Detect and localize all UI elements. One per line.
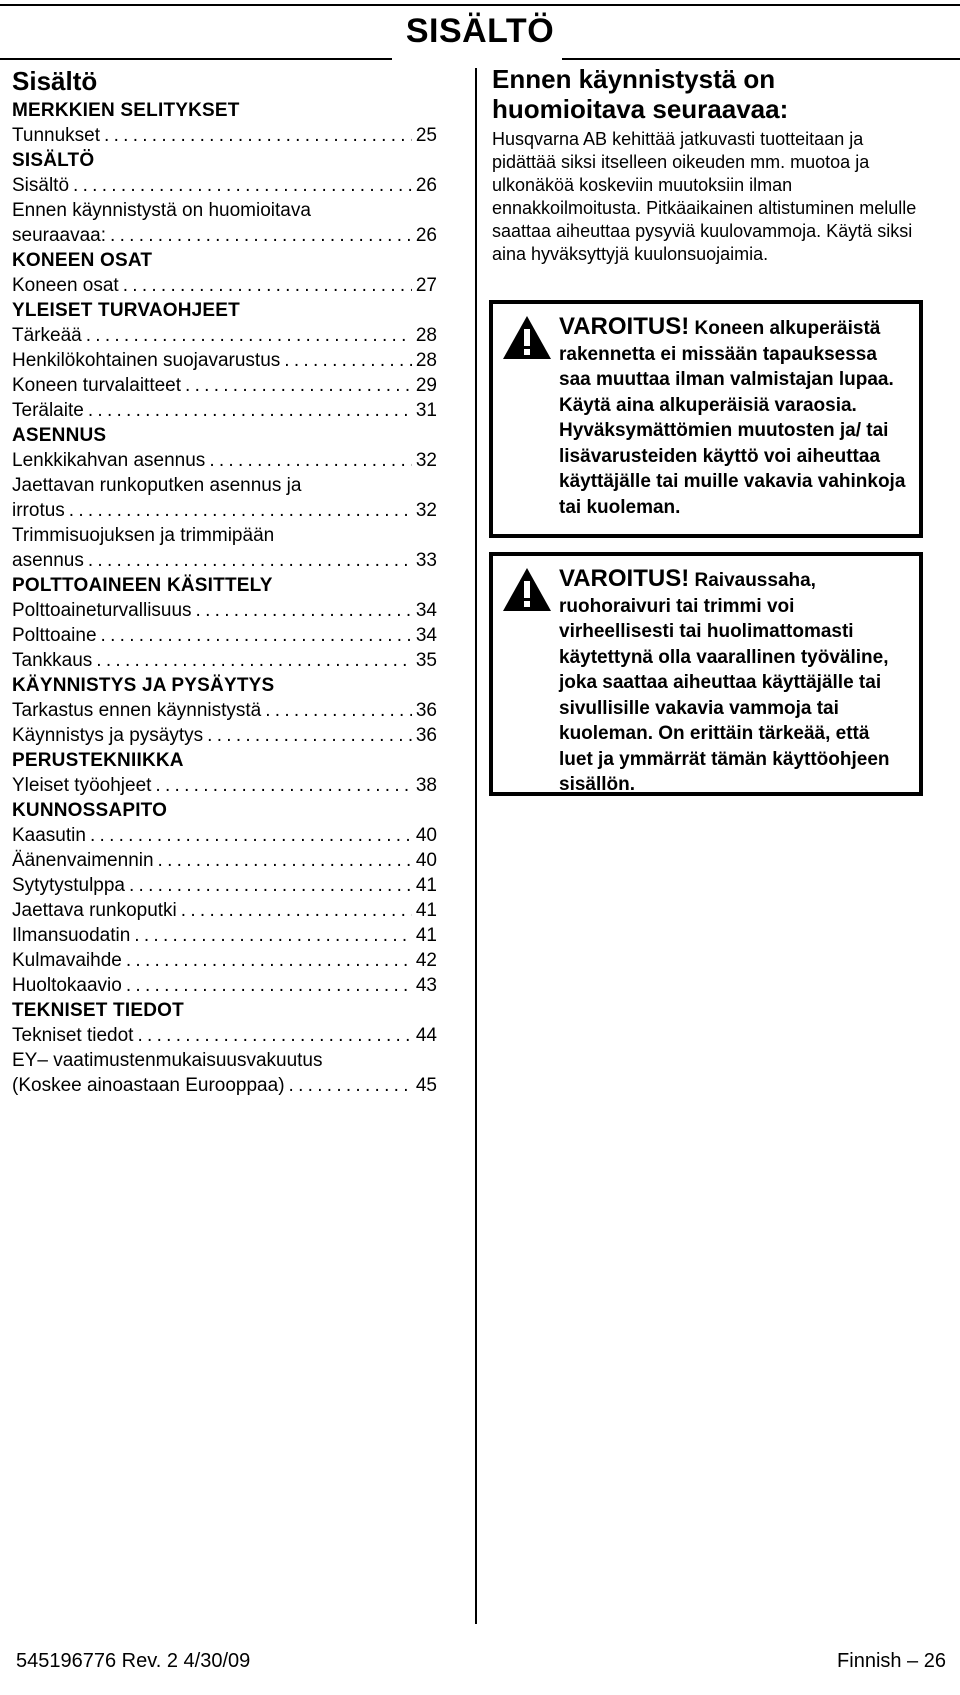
toc-page-number: 41: [415, 925, 437, 946]
toc-entry-label: (Koskee ainoastaan Eurooppaa): [12, 1075, 285, 1096]
toc-page-number: 29: [415, 375, 437, 396]
toc-entry-label: Äänenvaimennin: [12, 850, 154, 871]
header-rule-left: [0, 58, 392, 60]
toc-page-number: 27: [415, 275, 437, 296]
toc-page-number: 26: [415, 225, 437, 246]
header-top-rule: [0, 4, 960, 6]
toc-entry-label: irrotus: [12, 500, 65, 521]
toc-entry[interactable]: [12, 123, 437, 148]
toc-leader-dots: [88, 548, 412, 573]
toc-entry[interactable]: [12, 723, 437, 748]
toc-page-number: 32: [415, 500, 437, 521]
toc-leader-dots: [196, 598, 412, 623]
toc-leader-dots: [181, 898, 412, 923]
toc-entry[interactable]: [12, 1023, 437, 1048]
toc-entry-label: seuraavaa:: [12, 225, 107, 246]
toc-entry[interactable]: [12, 223, 437, 248]
intro-heading: Ennen käynnistystä on huomioitava seuraavaa:: [492, 64, 789, 124]
toc-leader-dots: [73, 173, 412, 198]
toc-section-heading: PERUSTEKNIIKKA: [12, 750, 184, 771]
toc-leader-dots: [88, 398, 412, 423]
warning-body: Raivaussaha, ruohoraivuri tai trimmi voi virheellisesti tai huolimattomasti käytettynä olla vaarallinen työväline, joka saattaa aiheuttaa käyttäjälle tai sivullisille vakavia vammoja tai kuoleman. On erittäin tärkeää, että luet ja ymmärrät tämän käyttöohjeen sisällön.: [559, 570, 890, 795]
toc-page-number: 36: [415, 700, 437, 721]
toc-leader-dots: [155, 773, 411, 798]
toc-page-number: 31: [415, 400, 437, 421]
warning-box: [489, 300, 923, 538]
toc-leader-dots: [209, 448, 412, 473]
toc-section-heading: SISÄLTÖ: [12, 150, 95, 171]
toc-entry-label: Koneen turvalaitteet: [12, 375, 182, 396]
toc-page-number: 44: [415, 1025, 437, 1046]
warning-text: [559, 566, 907, 798]
toc-entry[interactable]: [12, 1073, 437, 1098]
toc-entry[interactable]: [12, 898, 437, 923]
toc-section-heading: POLTTOAINEEN KÄSITTELY: [12, 575, 273, 596]
toc-entry-line: Ennen käynnistystä on huomioitava: [12, 200, 311, 221]
toc-section-heading: KÄYNNISTYS JA PYSÄYTYS: [12, 675, 275, 696]
toc-page-number: 40: [415, 850, 437, 871]
toc-page-number: 41: [415, 875, 437, 896]
toc-page-number: 25: [415, 125, 437, 146]
toc-entry[interactable]: [12, 848, 437, 873]
toc-leader-dots: [289, 1073, 412, 1098]
toc-entry-label: Koneen osat: [12, 275, 119, 296]
toc-entry[interactable]: [12, 973, 437, 998]
warning-box: [489, 552, 923, 796]
toc-page-number: 32: [415, 450, 437, 471]
toc-leader-dots: [126, 948, 412, 973]
toc-entry-label: Tankkaus: [12, 650, 93, 671]
warning-text: [559, 314, 907, 520]
toc-entry-label: Kaasutin: [12, 825, 86, 846]
toc-entry[interactable]: [12, 548, 437, 573]
toc-entry-label: Terälaite: [12, 400, 84, 421]
toc-entry-label: Polttoaineturvallisuus: [12, 600, 192, 621]
toc-page-number: 28: [415, 350, 437, 371]
toc-entry[interactable]: [12, 348, 437, 373]
toc-entry-label: asennus: [12, 550, 84, 571]
toc-entry-label: Polttoaine: [12, 625, 97, 646]
toc-section-heading: TEKNISET TIEDOT: [12, 1000, 184, 1021]
toc-page-number: 38: [415, 775, 437, 796]
toc-entry-label: Yleiset työohjeet: [12, 775, 152, 796]
toc-entry[interactable]: [12, 923, 437, 948]
toc-leader-dots: [69, 498, 412, 523]
toc-leader-dots: [265, 698, 412, 723]
toc-entry-label: Jaettava runkoputki: [12, 900, 177, 921]
toc-entry-label: Tunnukset: [12, 125, 101, 146]
warning-word: VAROITUS!: [559, 313, 690, 340]
toc-section-heading: KONEEN OSAT: [12, 250, 153, 271]
toc-entry-line: EY– vaatimustenmukaisuusvakuutus: [12, 1050, 323, 1071]
toc-leader-dots: [134, 923, 412, 948]
toc-entry-label: Ilmansuodatin: [12, 925, 131, 946]
toc-leader-dots: [90, 823, 412, 848]
toc-entry-label: Käynnistys ja pysäytys: [12, 725, 204, 746]
toc-section-heading: KUNNOSSAPITO: [12, 800, 168, 821]
toc-leader-dots: [284, 348, 412, 373]
warning-triangle-icon: [501, 566, 553, 614]
toc-entry[interactable]: [12, 698, 437, 723]
footer-doc-id: 545196776 Rev. 2 4/30/09: [16, 1650, 251, 1672]
toc-leader-dots: [86, 323, 412, 348]
toc-leader-dots: [137, 1023, 411, 1048]
toc-entry[interactable]: [12, 498, 437, 523]
toc-page-number: 41: [415, 900, 437, 921]
toc-entry[interactable]: [12, 773, 437, 798]
toc-entry[interactable]: [12, 598, 437, 623]
warning-triangle-icon: [501, 314, 553, 362]
intro-body: Husqvarna AB kehittää jatkuvasti tuotteitaan ja pidättää siksi itselleen oikeuden mm. muotoa ja ulkonäköä koskeviin muutoksiin ilman ennakkoilmoitusta. Pitkäaikainen altistuminen melulle saattaa aiheuttaa pysyviä kuulovammoja. Käytä siksi aina hyväksyttyjä kuulonsuojaimia.: [492, 129, 917, 264]
toc-page-number: 40: [415, 825, 437, 846]
toc-entry[interactable]: [12, 648, 437, 673]
toc-entry-label: Tarkastus ennen käynnistystä: [12, 700, 262, 721]
toc-page-number: 26: [415, 175, 437, 196]
table-of-contents: [12, 64, 437, 1098]
intro-section: [492, 64, 924, 266]
toc-section-heading: MERKKIEN SELITYKSET: [12, 100, 240, 121]
toc-entry-label: Tärkeää: [12, 325, 82, 346]
toc-leader-dots: [129, 873, 412, 898]
column-divider: [475, 68, 477, 1624]
toc-leader-dots: [185, 373, 412, 398]
toc-entry[interactable]: [12, 373, 437, 398]
toc-page-number: 34: [415, 600, 437, 621]
toc-section-heading: ASENNUS: [12, 425, 107, 446]
toc-entry[interactable]: [12, 448, 437, 473]
toc-leader-dots: [96, 648, 412, 673]
toc-entry-label: Huoltokaavio: [12, 975, 122, 996]
toc-entry[interactable]: [12, 398, 437, 423]
toc-entry-label: Lenkkikahvan asennus: [12, 450, 206, 471]
toc-leader-dots: [126, 973, 412, 998]
toc-leader-dots: [104, 123, 412, 148]
toc-entry-label: Henkilökohtainen suojavarustus: [12, 350, 281, 371]
toc-entry[interactable]: [12, 173, 437, 198]
toc-page-number: 36: [415, 725, 437, 746]
toc-page-number: 34: [415, 625, 437, 646]
toc-page-number: 33: [415, 550, 437, 571]
toc-entry[interactable]: [12, 323, 437, 348]
warning-body: Koneen alkuperäistä rakennetta ei missään tapauksessa saa muuttaa ilman valmistajan lupaa. Käytä aina alkuperäisiä varaosia. Hyväksymättömien muutosten ja/ tai lisävarusteiden käyttö voi aiheuttaa käyttäjälle tai muille vakavia vahinkoja tai kuoleman.: [559, 318, 906, 518]
toc-entry[interactable]: [12, 873, 437, 898]
toc-entry-label: Kulmavaihde: [12, 950, 122, 971]
page-title: SISÄLTÖ: [405, 12, 555, 50]
toc-entry-label: Sytytystulppa: [12, 875, 125, 896]
toc-leader-dots: [207, 723, 412, 748]
warning-word: VAROITUS!: [559, 565, 690, 592]
toc-title: Sisältö: [12, 66, 98, 96]
toc-section-heading: YLEISET TURVAOHJEET: [12, 300, 240, 321]
toc-entry-line: Trimmisuojuksen ja trimmipään: [12, 525, 275, 546]
toc-entry[interactable]: [12, 273, 437, 298]
toc-entry-label: Sisältö: [12, 175, 70, 196]
footer-page-number: Finnish – 26: [837, 1650, 946, 1672]
toc-leader-dots: [158, 848, 412, 873]
toc-entry[interactable]: [12, 948, 437, 973]
toc-page-number: 35: [415, 650, 437, 671]
toc-page-number: 28: [415, 325, 437, 346]
toc-list: [12, 98, 437, 1098]
toc-leader-dots: [123, 273, 412, 298]
toc-entry-label: Tekniset tiedot: [12, 1025, 134, 1046]
toc-page-number: 42: [415, 950, 437, 971]
toc-entry-line: Jaettavan runkoputken asennus ja: [12, 475, 302, 496]
header-rule-right: [562, 58, 960, 60]
toc-leader-dots: [110, 223, 412, 248]
toc-page-number: 43: [415, 975, 437, 996]
toc-entry[interactable]: [12, 623, 437, 648]
toc-leader-dots: [101, 623, 412, 648]
toc-entry[interactable]: [12, 823, 437, 848]
toc-page-number: 45: [415, 1075, 437, 1096]
